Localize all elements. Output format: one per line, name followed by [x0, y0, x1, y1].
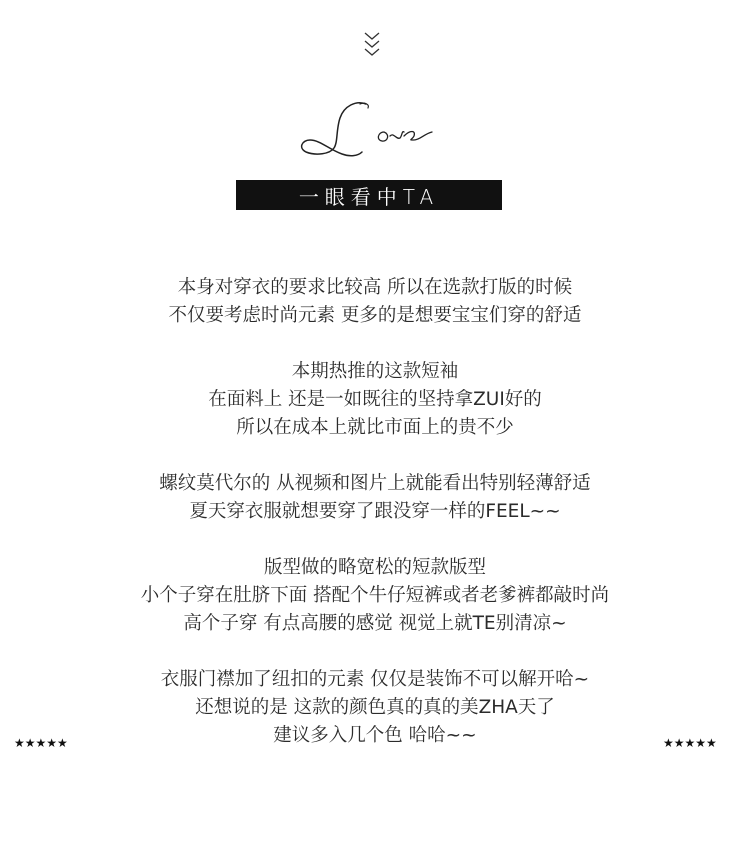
- paragraph: [0, 554, 750, 638]
- text-line: 本期热推的这款短袖: [291, 361, 459, 382]
- text-line: 螺纹莫代尔的 从视频和图片上就能看出特别轻薄舒适: [159, 473, 591, 494]
- text-line: 还想说的是 这款的颜色真的真的美ZHA天了: [195, 697, 555, 718]
- text-line: 在面料上 还是一如既往的坚持拿ZUI好的: [208, 389, 542, 410]
- text-line: 高个子穿 有点高腰的感觉 视觉上就TE别清凉~: [183, 613, 567, 634]
- text-line: 本身对穿衣的要求比较高 所以在选款打版的时候: [177, 277, 573, 298]
- triple-chevron-down-icon: [362, 30, 382, 60]
- paragraph: [0, 358, 750, 442]
- text-line: 不仅要考虑时尚元素 更多的是想要宝宝们穿的舒适: [168, 305, 582, 326]
- text-line: 衣服门襟加了纽扣的元素 仅仅是装饰不可以解开哈~: [160, 669, 590, 690]
- text-line: 建议多入几个色 哈哈~~: [273, 725, 477, 746]
- paragraph: [0, 274, 750, 330]
- paragraph: [0, 666, 750, 750]
- text-line: 夏天穿衣服就想要穿了跟没穿一样的FEEL~~: [189, 501, 561, 522]
- paragraph: [0, 470, 750, 526]
- description-text: [0, 274, 750, 750]
- text-line: 小个子穿在肚脐下面 搭配个牛仔短裤或者老爹裤都敲时尚: [140, 585, 610, 606]
- text-line: 版型做的略宽松的短款版型: [263, 557, 486, 578]
- headline-banner: [236, 180, 502, 210]
- text-line: 所以在成本上就比市面上的贵不少: [236, 417, 514, 438]
- banner-text: 一眼看中TA: [298, 184, 440, 209]
- love-script-logo: [296, 96, 446, 166]
- stars-right-decoration: ★★★★★: [663, 736, 717, 750]
- stars-left-decoration: ★★★★★: [14, 736, 68, 750]
